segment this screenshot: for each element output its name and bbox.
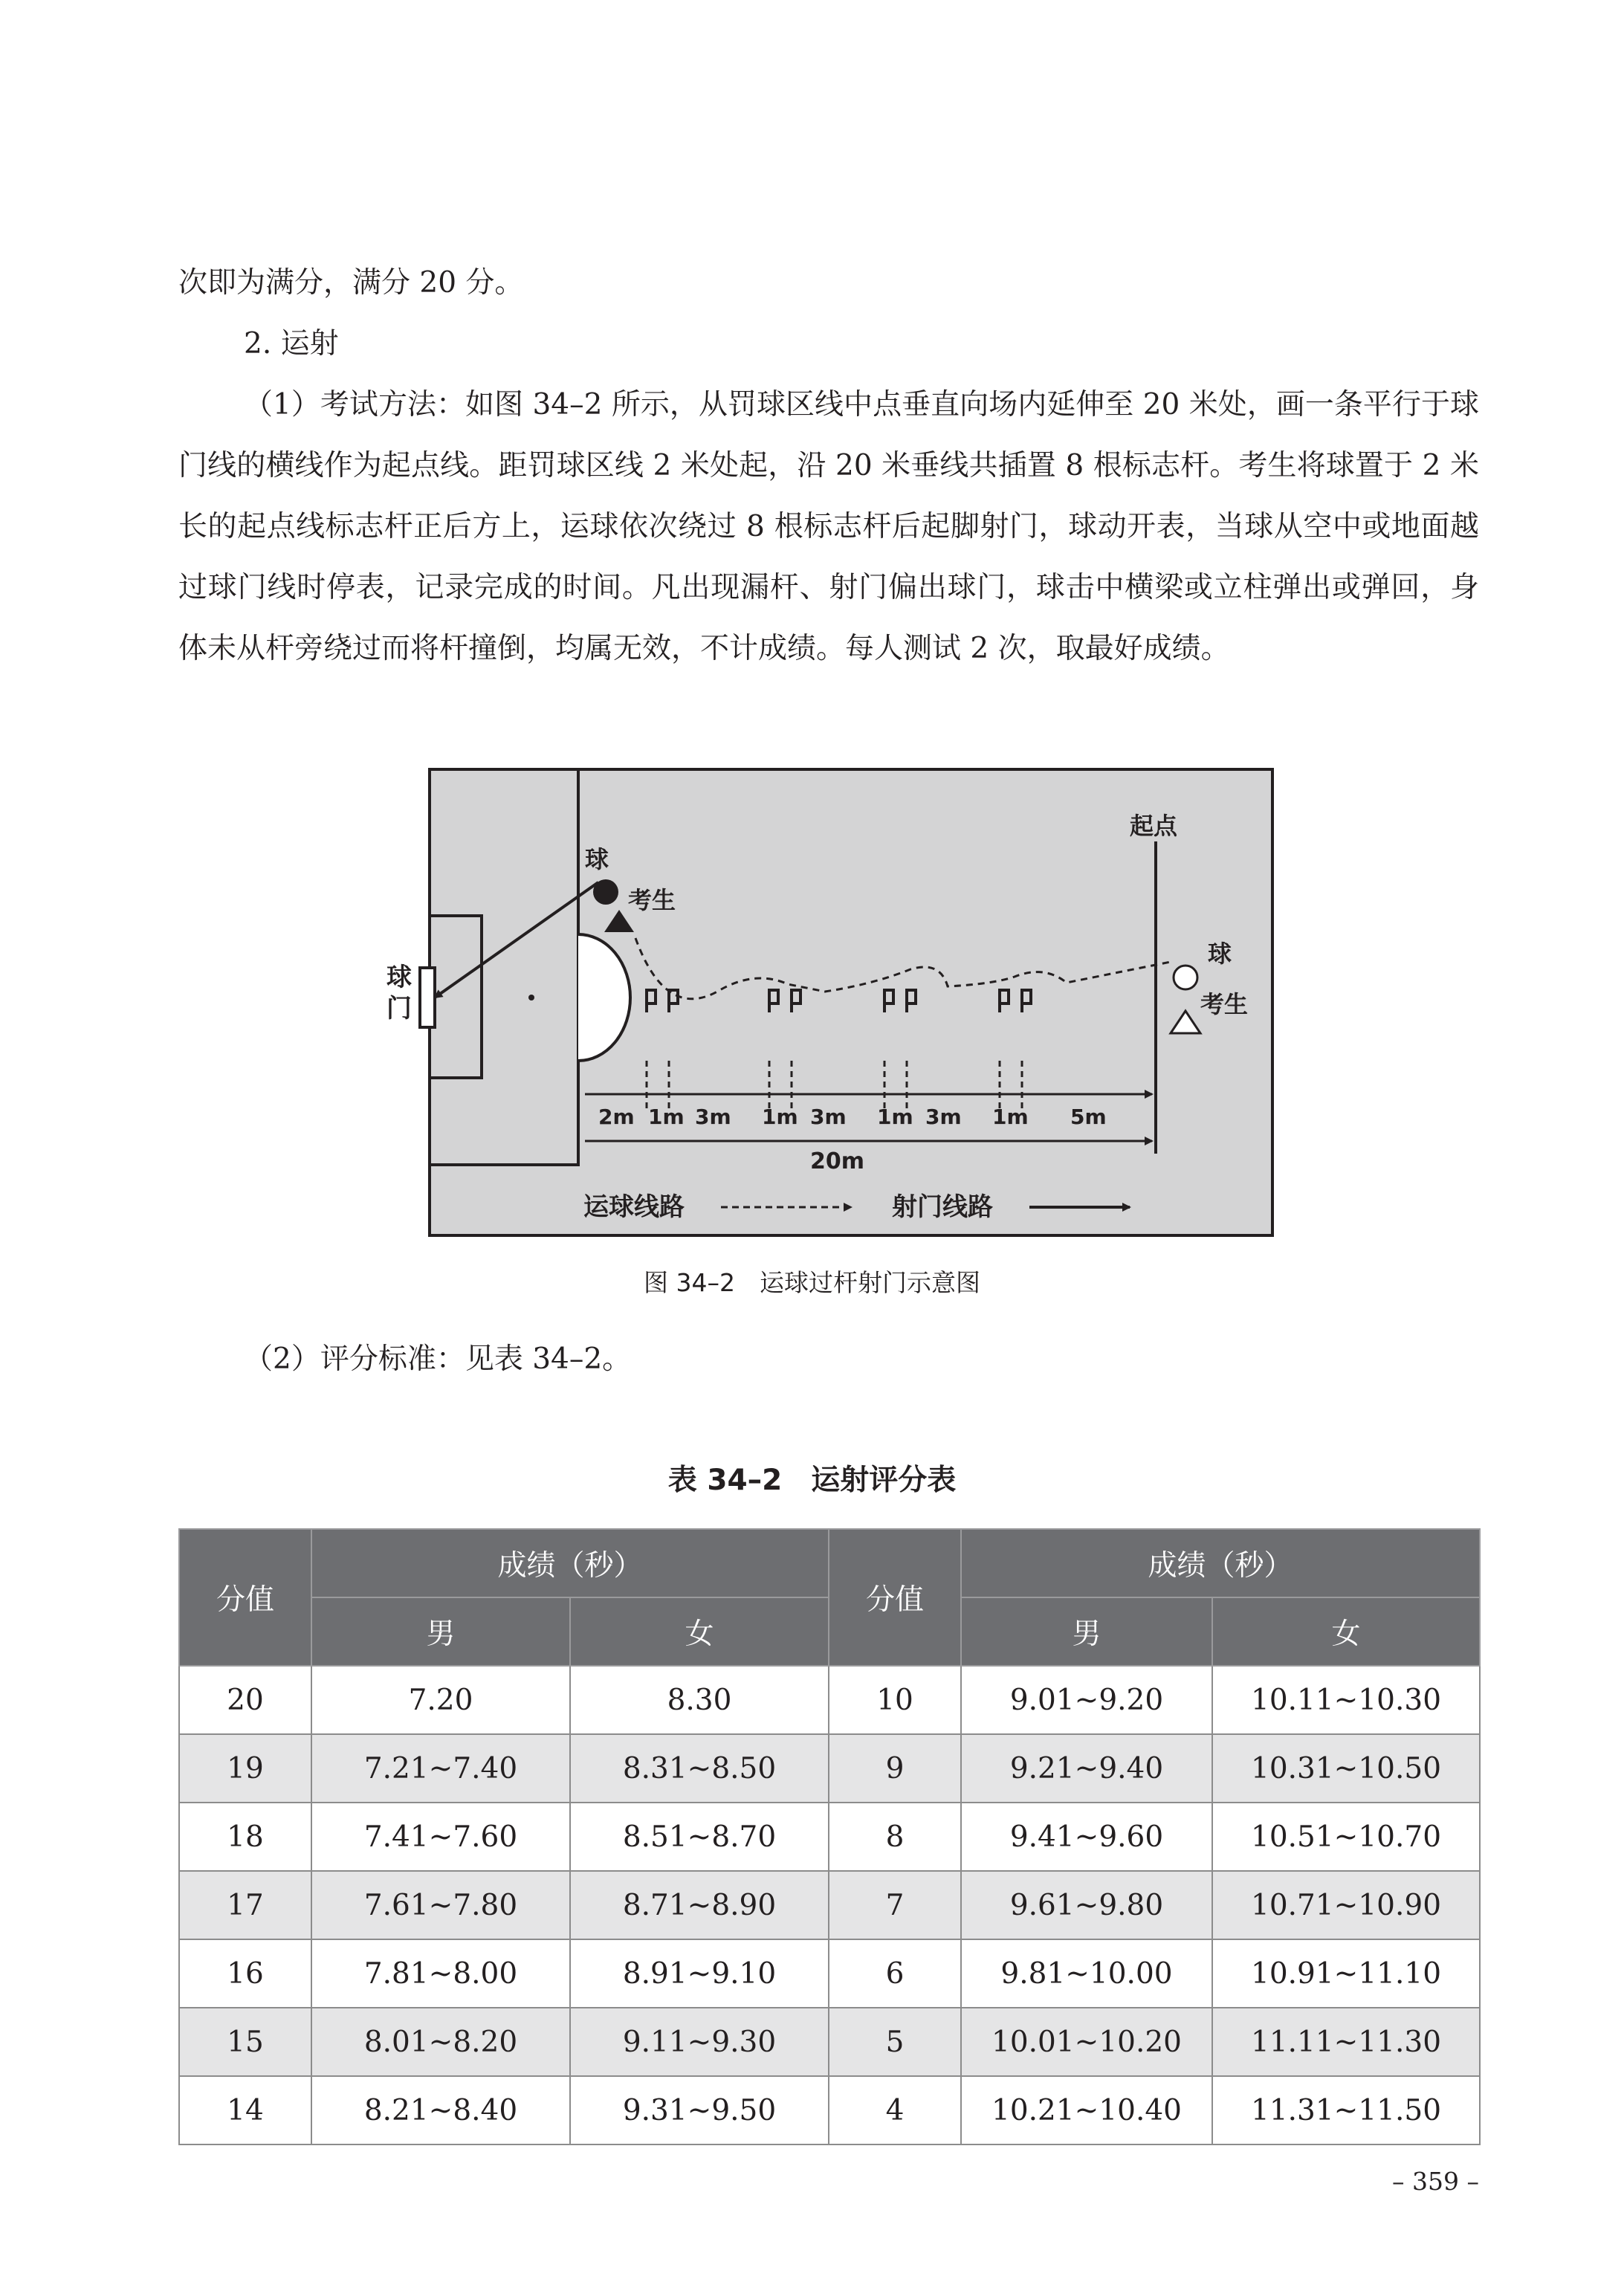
- female-time-cell: 10.71~10.90: [1212, 1871, 1480, 1939]
- table-row: [179, 2076, 1480, 2144]
- examinee-label-left: 考生: [628, 886, 676, 914]
- female-time-cell: 8.30: [570, 1666, 829, 1734]
- male-time-cell: 9.41~9.60: [961, 1803, 1212, 1871]
- male-time-cell: 7.20: [311, 1666, 570, 1734]
- scoring-paragraph: （2）评分标准：见表 34–2。: [244, 1342, 632, 1376]
- table-header-row: [179, 1529, 1480, 1597]
- goal-box: [420, 968, 435, 1027]
- segment-label: 1m: [992, 1105, 1029, 1129]
- score-cell: 10: [829, 1666, 961, 1734]
- score-cell: 9: [829, 1734, 961, 1803]
- female-time-cell: 8.51~8.70: [570, 1803, 829, 1871]
- female-time-cell: 9.31~9.50: [570, 2076, 829, 2144]
- female-time-cell: 10.31~10.50: [1212, 1734, 1480, 1803]
- method-paragraph: （1）考试方法：如图 34–2 所示，从罚球区线中点垂直向场内延伸至 20 米处，画一条平行于球门线的横线作为起点线。距罚球区线 2 米处起，沿 20 米垂线共插置 8 根标志杆。考生将球置于 2 米长的起点线标志杆正后方上，运球依次绕过 8 根标志杆后起脚射门，球动开表，当球从空中或地面越过球门线时停表，记录完成的时间。凡出现漏杆、射门偏出球门，球击中横梁或立柱弹出或弹回，身体未从杆旁绕过而将杆撞倒，均属无效，不计成绩。每人测试 2 次，取最好成绩。: [178, 388, 1479, 665]
- table-row: [179, 1666, 1480, 1734]
- header-male: 男: [961, 1597, 1212, 1666]
- male-time-cell: 8.21~8.40: [311, 2076, 570, 2144]
- ball-label-right: 球: [1208, 940, 1232, 968]
- score-cell: 17: [179, 1871, 311, 1939]
- header-female: 女: [1212, 1597, 1480, 1666]
- header-result: 成绩（秒）: [961, 1529, 1480, 1597]
- segment-label: 3m: [925, 1105, 962, 1129]
- male-time-cell: 9.21~9.40: [961, 1734, 1212, 1803]
- segment-label: 1m: [877, 1105, 913, 1129]
- page-number: – 359 –: [1392, 2167, 1479, 2196]
- male-time-cell: 9.01~9.20: [961, 1666, 1212, 1734]
- header-male: 男: [311, 1597, 570, 1666]
- male-time-cell: 9.61~9.80: [961, 1871, 1212, 1939]
- total-distance-label: 20m: [810, 1148, 865, 1174]
- examinee-label-right: 考生: [1200, 990, 1249, 1018]
- goal-label: 球 门: [386, 963, 412, 1024]
- segment-label: 5m: [1070, 1105, 1107, 1129]
- score-cell: 15: [179, 2008, 311, 2076]
- score-cell: 7: [829, 1871, 961, 1939]
- score-cell: 6: [829, 1939, 961, 2008]
- ball-outline-icon: [1174, 966, 1197, 989]
- male-time-cell: 7.21~7.40: [311, 1734, 570, 1803]
- scoring-table: [178, 1528, 1481, 2145]
- female-time-cell: 11.31~11.50: [1212, 2076, 1480, 2144]
- male-time-cell: 10.21~10.40: [961, 2076, 1212, 2144]
- header-female: 女: [570, 1597, 829, 1666]
- score-cell: 8: [829, 1803, 961, 1871]
- ball-icon: [593, 879, 618, 905]
- female-time-cell: 9.11~9.30: [570, 2008, 829, 2076]
- male-time-cell: 8.01~8.20: [311, 2008, 570, 2076]
- female-time-cell: 10.51~10.70: [1212, 1803, 1480, 1871]
- segment-label: 3m: [810, 1105, 847, 1129]
- score-cell: 4: [829, 2076, 961, 2144]
- male-time-cell: 7.41~7.60: [311, 1803, 570, 1871]
- legend-shot-label: 射门线路: [892, 1192, 993, 1222]
- score-cell: 5: [829, 2008, 961, 2076]
- table-row: [179, 1871, 1480, 1939]
- segment-label: 3m: [695, 1105, 731, 1129]
- male-time-cell: 9.81~10.00: [961, 1939, 1212, 2008]
- female-time-cell: 8.31~8.50: [570, 1734, 829, 1803]
- penalty-spot: [528, 995, 534, 1001]
- male-time-cell: 7.81~8.00: [311, 1939, 570, 2008]
- score-cell: 16: [179, 1939, 311, 2008]
- male-time-cell: 10.01~10.20: [961, 2008, 1212, 2076]
- segment-label: 1m: [648, 1105, 685, 1129]
- start-label: 起点: [1130, 812, 1178, 840]
- header-result: 成绩（秒）: [311, 1529, 829, 1597]
- table-row: [179, 1803, 1480, 1871]
- segment-label: 2m: [598, 1105, 635, 1129]
- female-time-cell: 10.91~11.10: [1212, 1939, 1480, 2008]
- section-heading: 2. 运射: [244, 327, 339, 361]
- male-time-cell: 7.61~7.80: [311, 1871, 570, 1939]
- female-time-cell: 11.11~11.30: [1212, 2008, 1480, 2076]
- score-cell: 18: [179, 1803, 311, 1871]
- score-cell: 20: [179, 1666, 311, 1734]
- figure-caption: 图 34–2 运球过杆射门示意图: [644, 1268, 980, 1297]
- female-time-cell: 8.91~9.10: [570, 1939, 829, 2008]
- female-time-cell: 10.11~10.30: [1212, 1666, 1480, 1734]
- table-title: 表 34–2 运射评分表: [667, 1464, 957, 1497]
- header-score: 分值: [829, 1529, 961, 1666]
- table-row: [179, 1939, 1480, 2008]
- dribble-shot-diagram: [386, 767, 1275, 1238]
- legend-dribble-label: 运球线路: [583, 1192, 685, 1222]
- female-time-cell: 8.71~8.90: [570, 1871, 829, 1939]
- table-row: [179, 2008, 1480, 2076]
- header-score: 分值: [179, 1529, 311, 1666]
- score-cell: 19: [179, 1734, 311, 1803]
- table-row: [179, 1734, 1480, 1803]
- segment-label: 1m: [762, 1105, 798, 1129]
- ball-label-left: 球: [585, 845, 609, 873]
- intro-paragraph: 次即为满分，满分 20 分。: [178, 266, 524, 300]
- score-cell: 14: [179, 2076, 311, 2144]
